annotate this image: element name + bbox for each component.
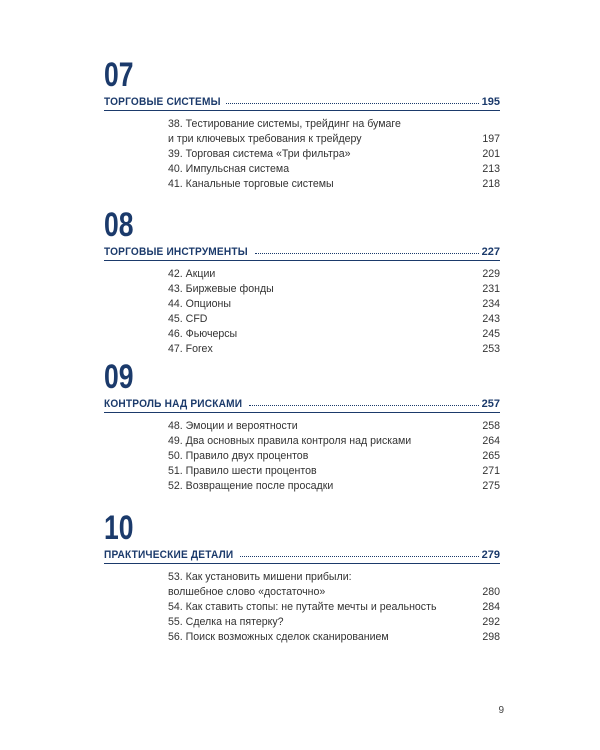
entry-title: 41. Канальные торговые системы	[168, 178, 334, 190]
entry-page: 231	[482, 283, 500, 295]
chapter-heading[interactable]	[104, 242, 500, 258]
entry-title: 51. Правило шести процентов	[168, 465, 317, 477]
chapter-rule	[104, 563, 500, 564]
toc-entry[interactable]	[168, 177, 500, 192]
chapter-rule	[104, 110, 500, 111]
entry-title: 39. Торговая система «Три фильтра»	[168, 148, 351, 160]
entry-page: 275	[482, 480, 500, 492]
toc-entry[interactable]	[168, 570, 500, 600]
chapter-10	[104, 511, 500, 651]
chapter-number: 10	[104, 509, 134, 547]
chapter-heading[interactable]	[104, 545, 500, 561]
dot-leader	[240, 556, 479, 557]
toc-entry[interactable]	[168, 434, 500, 449]
entry-page: 197	[482, 133, 500, 145]
chapter-title: ПРАКТИЧЕСКИЕ ДЕТАЛИ	[104, 549, 234, 561]
chapter-number: 09	[104, 358, 134, 396]
entry-page: 229	[482, 268, 500, 280]
entry-title: 40. Импульсная система	[168, 163, 290, 175]
chapter-page: 279	[481, 549, 500, 561]
entry-page: 264	[482, 435, 500, 447]
entry-page: 243	[482, 313, 500, 325]
chapter-07	[104, 58, 500, 194]
entry-page: 253	[482, 343, 500, 355]
entry-page: 298	[482, 631, 500, 643]
toc-entry[interactable]	[168, 327, 500, 342]
entry-title: 56. Поиск возможных сделок сканированием	[168, 631, 389, 643]
chapter-rule	[104, 412, 500, 413]
entry-title: 50. Правило двух процентов	[168, 450, 309, 462]
entry-list	[168, 117, 500, 192]
page-number: 9	[498, 705, 504, 716]
dot-leader	[255, 253, 478, 254]
chapter-page: 257	[481, 398, 500, 410]
entry-title: 53. Как установить мишени прибыли: волшебное слово «достаточно»	[168, 571, 352, 598]
entry-title: 42. Акции	[168, 268, 216, 280]
dot-leader	[226, 103, 479, 104]
toc-entry[interactable]	[168, 479, 500, 494]
entry-title: 44. Опционы	[168, 298, 231, 310]
entry-title: 48. Эмоции и вероятности	[168, 420, 298, 432]
chapter-heading[interactable]	[104, 394, 500, 410]
toc-entry[interactable]	[168, 267, 500, 282]
toc-entry[interactable]	[168, 312, 500, 327]
chapter-page: 227	[481, 246, 500, 258]
toc-entry[interactable]	[168, 449, 500, 464]
entry-page: 258	[482, 420, 500, 432]
toc-entry[interactable]	[168, 147, 500, 162]
chapter-title: ТОРГОВЫЕ ИНСТРУМЕНТЫ	[104, 246, 248, 258]
entry-title: 45. CFD	[168, 313, 208, 325]
entry-title: 55. Сделка на пятерку?	[168, 616, 284, 628]
entry-page: 245	[482, 328, 500, 340]
chapter-rule	[104, 260, 500, 261]
dot-leader	[249, 405, 478, 406]
toc-entry[interactable]	[168, 630, 500, 645]
chapter-09	[104, 360, 500, 497]
table-of-contents	[104, 58, 500, 665]
entry-title: 52. Возвращение после просадки	[168, 480, 334, 492]
chapter-number: 08	[104, 206, 134, 244]
entry-list	[168, 570, 500, 645]
entry-page: 280	[482, 586, 500, 598]
toc-entry[interactable]	[168, 342, 500, 357]
entry-title: 49. Два основных правила контроля над рисками	[168, 435, 412, 447]
entry-page: 213	[482, 163, 500, 175]
entry-page: 234	[482, 298, 500, 310]
toc-entry[interactable]	[168, 419, 500, 434]
chapter-title: ТОРГОВЫЕ СИСТЕМЫ	[104, 96, 221, 108]
entry-page: 218	[482, 178, 500, 190]
toc-entry[interactable]	[168, 297, 500, 312]
entry-title: 47. Forex	[168, 343, 213, 355]
entry-title: 38. Тестирование системы, трейдинг на бумаге и три ключевых требования к трейдеру	[168, 118, 401, 145]
toc-entry[interactable]	[168, 117, 500, 147]
chapter-heading[interactable]	[104, 92, 500, 108]
entry-title: 54. Как ставить стопы: не путайте мечты и реальность	[168, 601, 437, 613]
toc-entry[interactable]	[168, 464, 500, 479]
entry-page: 284	[482, 601, 500, 613]
entry-page: 292	[482, 616, 500, 628]
toc-entry[interactable]	[168, 600, 500, 615]
entry-list	[168, 419, 500, 494]
entry-title: 46. Фьючерсы	[168, 328, 238, 340]
toc-entry[interactable]	[168, 615, 500, 630]
toc-entry[interactable]	[168, 282, 500, 297]
entry-list	[168, 267, 500, 357]
entry-page: 265	[482, 450, 500, 462]
chapter-08	[104, 206, 500, 355]
entry-page: 201	[482, 148, 500, 160]
toc-entry[interactable]	[168, 162, 500, 177]
chapter-page: 195	[481, 96, 500, 108]
chapter-number: 07	[104, 56, 134, 94]
chapter-title: КОНТРОЛЬ НАД РИСКАМИ	[104, 398, 243, 410]
entry-page: 271	[482, 465, 500, 477]
entry-title: 43. Биржевые фонды	[168, 283, 274, 295]
